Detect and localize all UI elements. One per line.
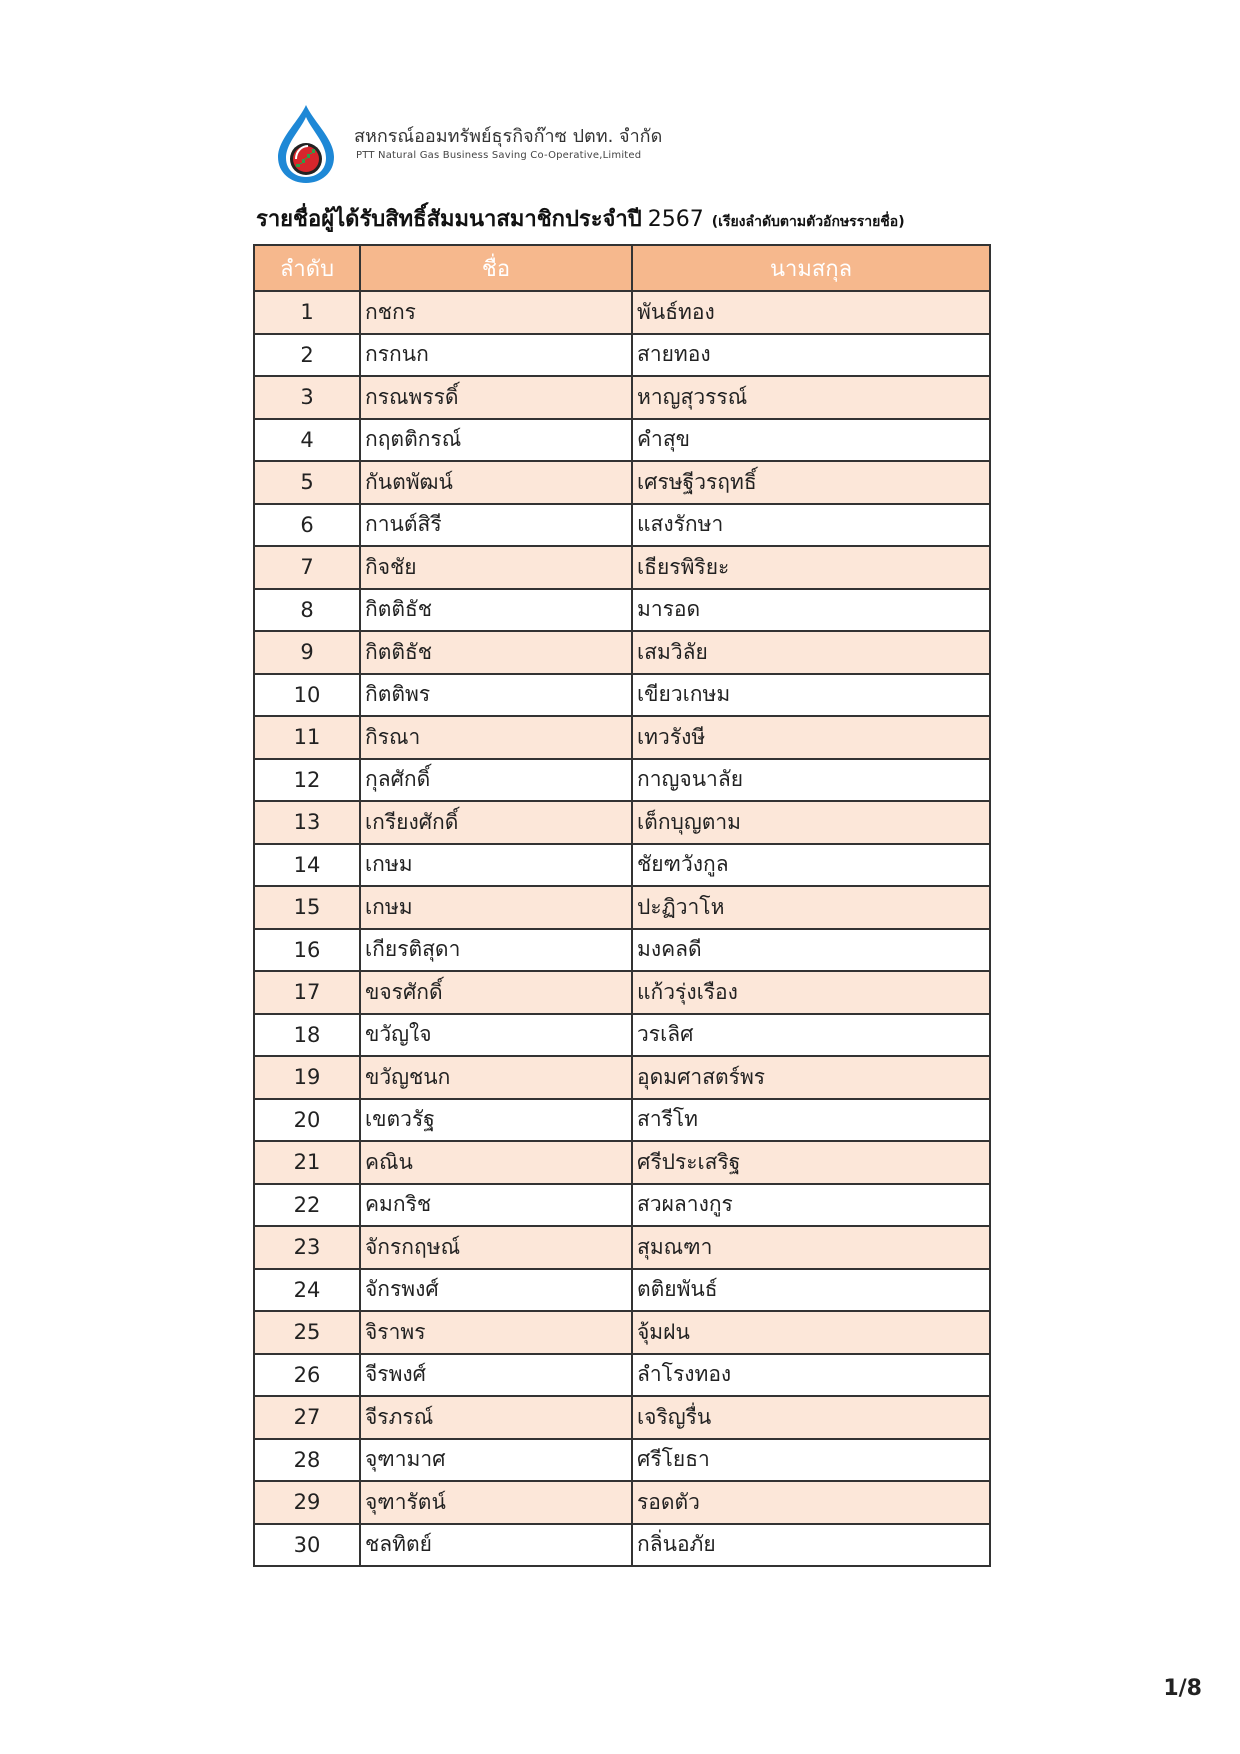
title-note: (เรียงลำดับตามตัวอักษรรายชื่อ) — [711, 214, 905, 230]
name-cell: ขวัญใจ — [360, 1014, 632, 1057]
column-header-name: ชื่อ — [360, 245, 632, 291]
surname-cell: ลำโรงทอง — [632, 1354, 990, 1397]
name-cell: กิตติพร — [360, 674, 632, 717]
name-cell: กชกร — [360, 291, 632, 334]
surname-cell: จุ้มฝน — [632, 1311, 990, 1354]
table-row — [254, 1481, 990, 1524]
row-number-cell: 10 — [254, 674, 360, 717]
table-row — [254, 1396, 990, 1439]
table-row — [254, 1141, 990, 1184]
document-title — [256, 201, 905, 236]
table-row — [254, 801, 990, 844]
row-number-cell: 28 — [254, 1439, 360, 1482]
name-cell: กุลศักดิ์ — [360, 759, 632, 802]
title-year: 2567 — [647, 207, 704, 232]
table-row — [254, 844, 990, 887]
row-number-cell: 30 — [254, 1524, 360, 1567]
surname-cell: ศรีประเสริฐ — [632, 1141, 990, 1184]
row-number-cell: 5 — [254, 461, 360, 504]
surname-cell: ศรีโยธา — [632, 1439, 990, 1482]
page-number: 1/8 — [1163, 1676, 1202, 1701]
name-cell: กรกนก — [360, 334, 632, 377]
column-header-number: ลำดับ — [254, 245, 360, 291]
name-cell: กิตติธัช — [360, 589, 632, 632]
row-number-cell: 4 — [254, 419, 360, 462]
name-cell: กิรณา — [360, 716, 632, 759]
row-number-cell: 20 — [254, 1099, 360, 1142]
row-number-cell: 22 — [254, 1184, 360, 1227]
name-cell: กรณพรรดิ์ — [360, 376, 632, 419]
name-cell: เกรียงศักดิ์ — [360, 801, 632, 844]
name-cell: ขจรศักดิ์ — [360, 971, 632, 1014]
surname-cell: สวผลางกูร — [632, 1184, 990, 1227]
name-cell: จีรพงศ์ — [360, 1354, 632, 1397]
row-number-cell: 12 — [254, 759, 360, 802]
row-number-cell: 13 — [254, 801, 360, 844]
surname-cell: รอดตัว — [632, 1481, 990, 1524]
table-row — [254, 716, 990, 759]
row-number-cell: 1 — [254, 291, 360, 334]
name-cell: ชลทิตย์ — [360, 1524, 632, 1567]
surname-cell: เจริญรื่น — [632, 1396, 990, 1439]
surname-cell: ชัยฑวังกูล — [632, 844, 990, 887]
row-number-cell: 23 — [254, 1226, 360, 1269]
name-cell: กิตติธัช — [360, 631, 632, 674]
surname-cell: พันธ์ทอง — [632, 291, 990, 334]
row-number-cell: 21 — [254, 1141, 360, 1184]
surname-cell: เศรษฐีวรฤทธิ์ — [632, 461, 990, 504]
name-cell: จุฑามาศ — [360, 1439, 632, 1482]
row-number-cell: 26 — [254, 1354, 360, 1397]
table-row — [254, 1184, 990, 1227]
surname-cell: เธียรพิริยะ — [632, 546, 990, 589]
table-row — [254, 546, 990, 589]
ptt-drop-logo-icon — [272, 103, 340, 185]
name-cell: คณิน — [360, 1141, 632, 1184]
name-cell: เขตวรัฐ — [360, 1099, 632, 1142]
name-cell: คมกริช — [360, 1184, 632, 1227]
surname-cell: สารีโท — [632, 1099, 990, 1142]
name-cell: จุฑารัตน์ — [360, 1481, 632, 1524]
surname-cell: กาญจนาลัย — [632, 759, 990, 802]
row-number-cell: 7 — [254, 546, 360, 589]
row-number-cell: 9 — [254, 631, 360, 674]
name-cell: จิราพร — [360, 1311, 632, 1354]
row-number-cell: 16 — [254, 929, 360, 972]
surname-cell: สายทอง — [632, 334, 990, 377]
row-number-cell: 2 — [254, 334, 360, 377]
table-row — [254, 1311, 990, 1354]
table-row — [254, 1269, 990, 1312]
table-row — [254, 886, 990, 929]
table-row — [254, 1014, 990, 1057]
table-row — [254, 589, 990, 632]
row-number-cell: 27 — [254, 1396, 360, 1439]
title-main: รายชื่อผู้ได้รับสิทธิ์สัมมนาสมาชิกประจำปี — [256, 207, 642, 232]
surname-cell: แก้วรุ่งเรือง — [632, 971, 990, 1014]
surname-cell: ปะฏิวาโห — [632, 886, 990, 929]
name-cell: จีรภรณ์ — [360, 1396, 632, 1439]
surname-cell: อุดมศาสตร์พร — [632, 1056, 990, 1099]
surname-cell: มงคลดี — [632, 929, 990, 972]
name-cell: จักรพงศ์ — [360, 1269, 632, 1312]
table-row — [254, 759, 990, 802]
table-header-row — [254, 245, 990, 291]
organization-name-english: PTT Natural Gas Business Saving Co-Operative,Limited — [356, 150, 642, 161]
surname-cell: เสมวิลัย — [632, 631, 990, 674]
row-number-cell: 14 — [254, 844, 360, 887]
table-row — [254, 1099, 990, 1142]
surname-cell: แสงรักษา — [632, 504, 990, 547]
table-row — [254, 1056, 990, 1099]
table-row — [254, 291, 990, 334]
table-row — [254, 971, 990, 1014]
row-number-cell: 15 — [254, 886, 360, 929]
name-cell: กันตพัฒน์ — [360, 461, 632, 504]
row-number-cell: 29 — [254, 1481, 360, 1524]
row-number-cell: 25 — [254, 1311, 360, 1354]
table-row — [254, 631, 990, 674]
surname-cell: สุมณฑา — [632, 1226, 990, 1269]
surname-cell: มารอด — [632, 589, 990, 632]
surname-cell: ตติยพันธ์ — [632, 1269, 990, 1312]
row-number-cell: 11 — [254, 716, 360, 759]
surname-cell: หาญสุวรรณ์ — [632, 376, 990, 419]
table-row — [254, 461, 990, 504]
table-row — [254, 1226, 990, 1269]
name-cell: จักรกฤษณ์ — [360, 1226, 632, 1269]
row-number-cell: 18 — [254, 1014, 360, 1057]
surname-cell: กลิ่นอภัย — [632, 1524, 990, 1567]
name-cell: กิจชัย — [360, 546, 632, 589]
surname-cell: เขียวเกษม — [632, 674, 990, 717]
table-row — [254, 929, 990, 972]
member-list-table — [253, 244, 991, 1567]
table-row — [254, 1524, 990, 1567]
name-cell: ขวัญชนก — [360, 1056, 632, 1099]
table-row — [254, 334, 990, 377]
surname-cell: คำสุข — [632, 419, 990, 462]
table-row — [254, 1439, 990, 1482]
document-header — [272, 103, 972, 185]
table-row — [254, 1354, 990, 1397]
row-number-cell: 6 — [254, 504, 360, 547]
table-row — [254, 376, 990, 419]
surname-cell: เทวรังษี — [632, 716, 990, 759]
name-cell: กฤตติกรณ์ — [360, 419, 632, 462]
row-number-cell: 8 — [254, 589, 360, 632]
table-row — [254, 674, 990, 717]
row-number-cell: 17 — [254, 971, 360, 1014]
row-number-cell: 19 — [254, 1056, 360, 1099]
name-cell: เกษม — [360, 886, 632, 929]
organization-name-thai: สหกรณ์ออมทรัพย์ธุรกิจก๊าซ ปตท. จำกัด — [354, 126, 663, 147]
name-cell: กานต์สิรี — [360, 504, 632, 547]
surname-cell: วรเลิศ — [632, 1014, 990, 1057]
table-row — [254, 504, 990, 547]
table-body — [254, 291, 990, 1566]
name-cell: เกษม — [360, 844, 632, 887]
column-header-surname: นามสกุล — [632, 245, 990, 291]
row-number-cell: 24 — [254, 1269, 360, 1312]
row-number-cell: 3 — [254, 376, 360, 419]
surname-cell: เต็กบุญตาม — [632, 801, 990, 844]
table-row — [254, 419, 990, 462]
name-cell: เกียรติสุดา — [360, 929, 632, 972]
